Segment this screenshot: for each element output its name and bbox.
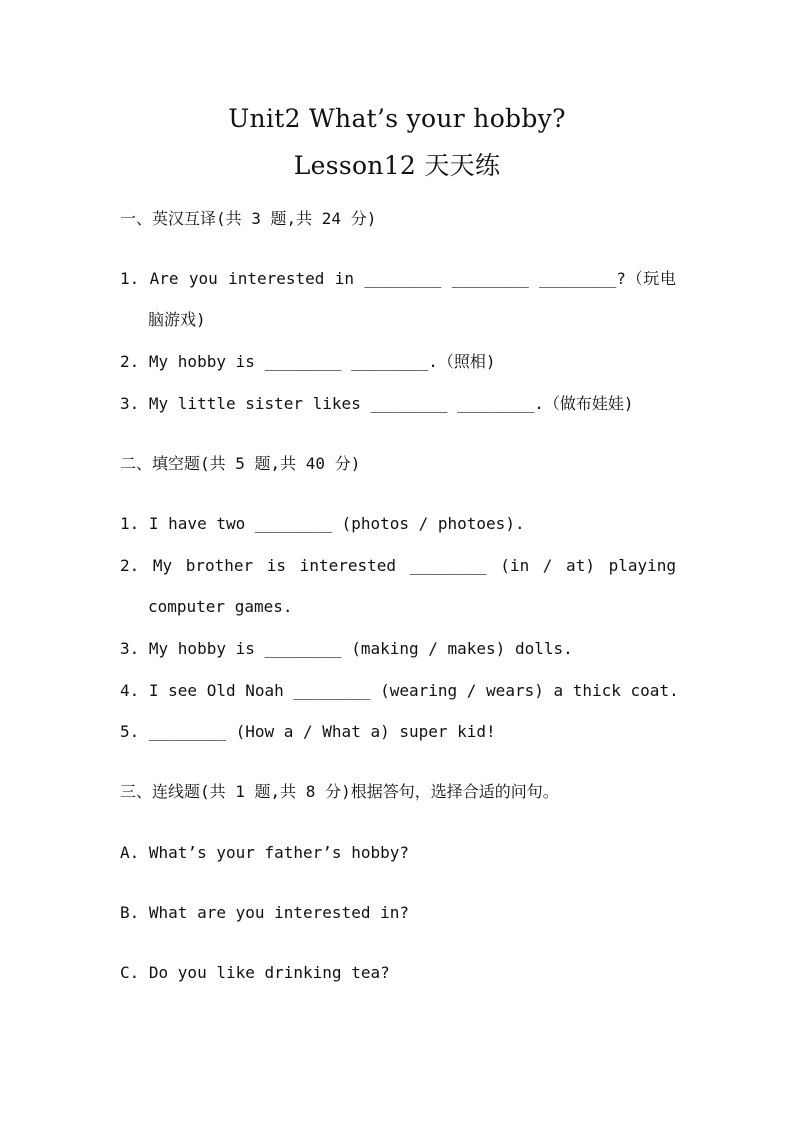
section1-item-1-line1: 1. Are you interested in ________ ________ ________?（玩电: [120, 269, 676, 288]
title-unit: Unit2 What’s your hobby?: [228, 104, 566, 133]
section2-item-2-line1: 2. My brother is interested ________ (in / at) playing: [120, 556, 676, 575]
section2-item-5: 5. ________ (How a / What a) super kid!: [120, 722, 496, 741]
section3-item-a: A. What’s your father’s hobby?: [120, 843, 409, 862]
section3-heading: 三、连线题(共 1 题,共 8 分)根据答句，选择合适的问句。: [120, 782, 559, 801]
section1-heading: 一、英汉互译(共 3 题,共 24 分): [120, 209, 377, 228]
section2-item-3: 3. My hobby is ________ (making / makes) dolls.: [120, 639, 573, 658]
section1-item-1-line2: 脑游戏): [148, 310, 206, 329]
section1-item-2: 2. My hobby is ________ ________.（照相): [120, 352, 496, 371]
section3-item-c: C. Do you like drinking tea?: [120, 963, 390, 982]
section3-item-b: B. What are you interested in?: [120, 903, 409, 922]
section2-item-2-line2: computer games.: [148, 597, 293, 616]
section1-item-3: 3. My little sister likes ________ ________.（做布娃娃): [120, 394, 634, 413]
section2-heading: 二、填空题(共 5 题,共 40 分): [120, 454, 361, 473]
section2-item-1: 1. I have two ________ (photos / photoes).: [120, 514, 525, 533]
section2-item-4: 4. I see Old Noah ________ (wearing / wears) a thick coat.: [120, 681, 679, 700]
title-lesson: Lesson12 天天练: [293, 151, 501, 180]
